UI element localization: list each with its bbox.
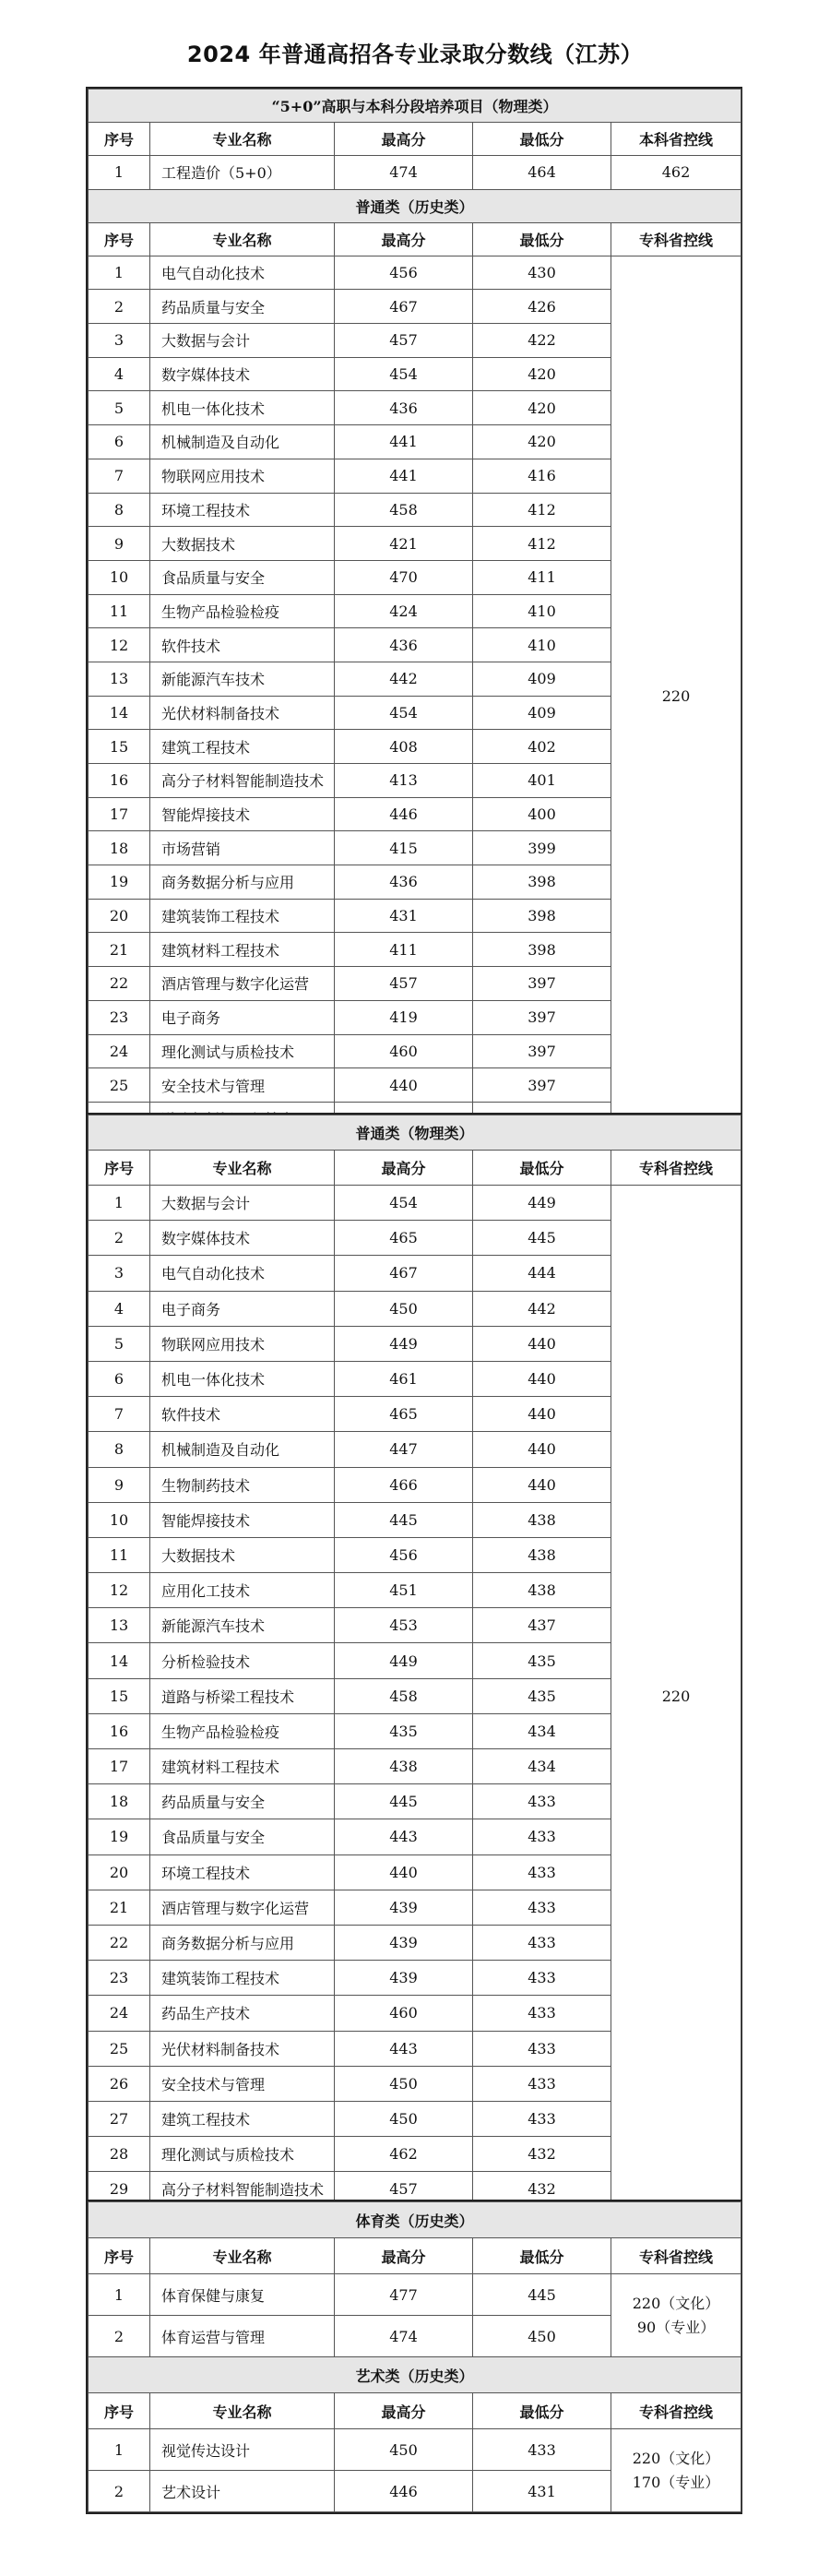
row-major-name: 建筑工程技术 <box>150 730 335 764</box>
row-major-name: 食品质量与安全 <box>150 560 335 594</box>
table-section-physics <box>86 1113 742 2209</box>
row-no: 26 <box>89 2066 150 2101</box>
row-major-name: 建筑工程技术 <box>150 2101 335 2136</box>
row-min-score: 434 <box>473 1749 611 1784</box>
row-min-score: 431 <box>473 2471 611 2512</box>
row-no: 1 <box>89 2274 150 2316</box>
row-major-name: 安全技术与管理 <box>150 2066 335 2101</box>
row-major-name: 艺术设计 <box>150 2471 335 2512</box>
band-history: 普通类（历史类） <box>89 189 741 222</box>
row-major-name: 数字媒体技术 <box>150 357 335 391</box>
row-max-score: 450 <box>335 2066 473 2101</box>
row-min-score: 397 <box>473 967 611 1001</box>
row-major-name: 电子商务 <box>150 1291 335 1326</box>
row-major-name: 光伏材料制备技术 <box>150 696 335 730</box>
row-no: 11 <box>89 1537 150 1572</box>
row-no: 15 <box>89 730 150 764</box>
row-max-score: 461 <box>335 1361 473 1396</box>
row-major-name: 软件技术 <box>150 1397 335 1432</box>
row-major-name: 体育保健与康复 <box>150 2274 335 2316</box>
header-no: 序号 <box>89 1151 150 1186</box>
row-max-score: 449 <box>335 1643 473 1678</box>
row-min-score: 399 <box>473 831 611 865</box>
row-major-name: 数字媒体技术 <box>150 1221 335 1256</box>
row-major-name: 商务数据分析与应用 <box>150 865 335 900</box>
row-no: 6 <box>89 1361 150 1396</box>
row-max-score: 456 <box>335 1537 473 1572</box>
row-major-name: 环境工程技术 <box>150 1854 335 1890</box>
page-title: 2024 年普通高招各专业录取分数线（江苏） <box>186 42 644 67</box>
row-major-name: 建筑装饰工程技术 <box>150 899 335 933</box>
row-no: 25 <box>89 1068 150 1103</box>
row-max-score: 431 <box>335 899 473 933</box>
row-control-line: 462 <box>611 156 741 190</box>
row-max-score: 460 <box>335 1996 473 2031</box>
row-max-score: 477 <box>335 2274 473 2316</box>
row-max-score: 439 <box>335 1890 473 1925</box>
table-row <box>89 1186 741 1221</box>
row-max-score: 441 <box>335 459 473 493</box>
row-max-score: 419 <box>335 1000 473 1034</box>
row-no: 13 <box>89 1608 150 1643</box>
header-min: 最低分 <box>473 2238 611 2274</box>
row-max-score: 454 <box>335 1186 473 1221</box>
row-no: 21 <box>89 933 150 967</box>
row-no: 12 <box>89 628 150 662</box>
row-major-name: 生物产品检验检疫 <box>150 594 335 628</box>
row-min-score: 445 <box>473 1221 611 1256</box>
row-no: 20 <box>89 899 150 933</box>
row-no: 24 <box>89 1034 150 1068</box>
row-no: 17 <box>89 797 150 831</box>
control-major: 90（专业） <box>636 2318 716 2336</box>
row-max-score: 450 <box>335 2101 473 2136</box>
row-max-score: 465 <box>335 1221 473 1256</box>
row-major-name: 应用化工技术 <box>150 1573 335 1608</box>
header-zk-control: 专科省控线 <box>611 2393 741 2429</box>
row-min-score: 412 <box>473 527 611 561</box>
row-min-score: 398 <box>473 933 611 967</box>
row-max-score: 436 <box>335 865 473 900</box>
row-min-score: 433 <box>473 1996 611 2031</box>
header-row-art <box>89 2393 741 2429</box>
header-min: 最低分 <box>473 1151 611 1186</box>
row-no: 1 <box>89 156 150 190</box>
row-max-score: 442 <box>335 662 473 696</box>
row-major-name: 新能源汽车技术 <box>150 662 335 696</box>
row-min-score: 398 <box>473 865 611 900</box>
row-no: 7 <box>89 1397 150 1432</box>
row-min-score: 433 <box>473 1819 611 1854</box>
row-no: 2 <box>89 290 150 324</box>
row-major-name: 分析检验技术 <box>150 1643 335 1678</box>
row-min-score: 409 <box>473 696 611 730</box>
row-max-score: 443 <box>335 1819 473 1854</box>
row-major-name: 大数据与会计 <box>150 1186 335 1221</box>
header-name: 专业名称 <box>150 222 335 256</box>
row-min-score: 449 <box>473 1186 611 1221</box>
header-row-physics <box>89 1151 741 1186</box>
row-max-score: 447 <box>335 1432 473 1467</box>
row-no: 7 <box>89 459 150 493</box>
row-min-score: 422 <box>473 324 611 358</box>
row-no: 21 <box>89 1890 150 1925</box>
row-max-score: 415 <box>335 831 473 865</box>
row-major-name: 生物制药技术 <box>150 1467 335 1502</box>
row-min-score: 397 <box>473 1034 611 1068</box>
row-min-score: 442 <box>473 1291 611 1326</box>
row-max-score: 453 <box>335 1608 473 1643</box>
row-major-name: 大数据技术 <box>150 527 335 561</box>
row-min-score: 433 <box>473 2066 611 2101</box>
row-max-score: 438 <box>335 1749 473 1784</box>
header-row-5p0 <box>89 123 741 156</box>
row-no: 25 <box>89 2031 150 2066</box>
row-no: 1 <box>89 256 150 290</box>
row-min-score: 433 <box>473 1961 611 1996</box>
band-5p0: “5+0”高职与本科分段培养项目（物理类） <box>89 89 741 123</box>
row-no: 14 <box>89 1643 150 1678</box>
row-no: 8 <box>89 1432 150 1467</box>
row-major-name: 工程造价（5+0） <box>150 156 335 190</box>
row-major-name: 药品质量与安全 <box>150 1784 335 1819</box>
row-no: 8 <box>89 493 150 527</box>
header-min: 最低分 <box>473 2393 611 2429</box>
row-max-score: 435 <box>335 1713 473 1748</box>
row-max-score: 462 <box>335 2137 473 2172</box>
row-no: 6 <box>89 425 150 459</box>
row-min-score: 440 <box>473 1467 611 1502</box>
row-max-score: 445 <box>335 1502 473 1537</box>
row-no: 2 <box>89 2471 150 2512</box>
row-min-score: 434 <box>473 1713 611 1748</box>
row-major-name: 机械制造及自动化 <box>150 1432 335 1467</box>
row-max-score: 454 <box>335 357 473 391</box>
row-no: 19 <box>89 865 150 900</box>
score-table-physics <box>88 1115 741 2207</box>
row-no: 14 <box>89 696 150 730</box>
header-max: 最高分 <box>335 1151 473 1186</box>
row-major-name: 视觉传达设计 <box>150 2429 335 2471</box>
header-row-sports <box>89 2238 741 2274</box>
row-min-score: 426 <box>473 290 611 324</box>
row-min-score: 438 <box>473 1573 611 1608</box>
row-no: 19 <box>89 1819 150 1854</box>
row-major-name: 智能焊接技术 <box>150 797 335 831</box>
row-min-score: 410 <box>473 594 611 628</box>
header-min: 最低分 <box>473 123 611 156</box>
row-min-score: 440 <box>473 1361 611 1396</box>
row-major-name: 药品生产技术 <box>150 1996 335 2031</box>
header-no: 序号 <box>89 222 150 256</box>
row-no: 24 <box>89 1996 150 2031</box>
control-culture: 220（文化） <box>632 2294 720 2312</box>
row-no: 2 <box>89 2316 150 2357</box>
row-max-score: 436 <box>335 628 473 662</box>
row-max-score: 440 <box>335 1068 473 1103</box>
row-min-score: 420 <box>473 357 611 391</box>
row-min-score: 433 <box>473 2031 611 2066</box>
row-min-score: 433 <box>473 2429 611 2471</box>
row-max-score: 451 <box>335 1573 473 1608</box>
row-no: 28 <box>89 2137 150 2172</box>
table-section-5p0-history <box>86 87 742 1139</box>
row-min-score: 402 <box>473 730 611 764</box>
header-no: 序号 <box>89 2238 150 2274</box>
row-min-score: 398 <box>473 899 611 933</box>
row-major-name: 理化测试与质检技术 <box>150 1034 335 1068</box>
row-max-score: 441 <box>335 425 473 459</box>
row-major-name: 高分子材料智能制造技术 <box>150 764 335 798</box>
row-major-name: 大数据技术 <box>150 1537 335 1572</box>
row-major-name: 智能焊接技术 <box>150 1502 335 1537</box>
row-min-score: 437 <box>473 1608 611 1643</box>
table-row <box>89 256 741 290</box>
table-row <box>89 2429 741 2471</box>
header-zk-control: 专科省控线 <box>611 1151 741 1186</box>
row-major-name: 体育运营与管理 <box>150 2316 335 2357</box>
row-no: 23 <box>89 1961 150 1996</box>
row-min-score: 401 <box>473 764 611 798</box>
band-physics: 普通类（物理类） <box>89 1115 741 1151</box>
header-max: 最高分 <box>335 2238 473 2274</box>
row-min-score: 420 <box>473 391 611 425</box>
row-no: 2 <box>89 1221 150 1256</box>
row-major-name: 生物产品检验检疫 <box>150 1713 335 1748</box>
row-no: 5 <box>89 391 150 425</box>
row-max-score: 465 <box>335 1397 473 1432</box>
row-no: 22 <box>89 1925 150 1960</box>
row-no: 3 <box>89 1256 150 1291</box>
row-control-line <box>611 2429 741 2512</box>
row-major-name: 道路与桥梁工程技术 <box>150 1678 335 1713</box>
row-no: 18 <box>89 1784 150 1819</box>
row-min-score: 412 <box>473 493 611 527</box>
row-max-score: 457 <box>335 967 473 1001</box>
row-max-score: 413 <box>335 764 473 798</box>
row-major-name: 建筑材料工程技术 <box>150 933 335 967</box>
row-no: 15 <box>89 1678 150 1713</box>
header-zk-control: 专科省控线 <box>611 222 741 256</box>
row-no: 10 <box>89 1502 150 1537</box>
row-no: 9 <box>89 527 150 561</box>
band-art: 艺术类（历史类） <box>89 2357 741 2393</box>
row-min-score: 409 <box>473 662 611 696</box>
row-min-score: 400 <box>473 797 611 831</box>
row-max-score: 467 <box>335 1256 473 1291</box>
row-min-score: 464 <box>473 156 611 190</box>
row-min-score: 438 <box>473 1537 611 1572</box>
row-major-name: 光伏材料制备技术 <box>150 2031 335 2066</box>
row-no: 20 <box>89 1854 150 1890</box>
row-no: 4 <box>89 357 150 391</box>
row-min-score: 432 <box>473 2137 611 2172</box>
row-no: 16 <box>89 764 150 798</box>
row-major-name: 机电一体化技术 <box>150 1361 335 1396</box>
row-major-name: 软件技术 <box>150 628 335 662</box>
row-major-name: 药品质量与安全 <box>150 290 335 324</box>
row-no: 22 <box>89 967 150 1001</box>
row-major-name: 理化测试与质检技术 <box>150 2137 335 2172</box>
row-max-score: 424 <box>335 594 473 628</box>
row-major-name: 食品质量与安全 <box>150 1819 335 1854</box>
header-no: 序号 <box>89 123 150 156</box>
row-major-name: 商务数据分析与应用 <box>150 1925 335 1960</box>
row-max-score: 456 <box>335 256 473 290</box>
row-max-score: 439 <box>335 1925 473 1960</box>
row-max-score: 457 <box>335 2172 473 2207</box>
row-min-score: 411 <box>473 560 611 594</box>
row-max-score: 450 <box>335 2429 473 2471</box>
table-row <box>89 2274 741 2316</box>
row-max-score: 474 <box>335 2316 473 2357</box>
row-max-score: 466 <box>335 1467 473 1502</box>
row-max-score: 474 <box>335 156 473 190</box>
header-max: 最高分 <box>335 222 473 256</box>
row-major-name: 建筑装饰工程技术 <box>150 1961 335 1996</box>
header-row-history <box>89 222 741 256</box>
row-min-score: 410 <box>473 628 611 662</box>
row-no: 5 <box>89 1326 150 1361</box>
row-min-score: 440 <box>473 1326 611 1361</box>
row-no: 4 <box>89 1291 150 1326</box>
header-no: 序号 <box>89 2393 150 2429</box>
row-max-score: 467 <box>335 290 473 324</box>
control-line-cell: 220 <box>611 256 741 1136</box>
band-sports: 体育类（历史类） <box>89 2202 741 2238</box>
row-major-name: 安全技术与管理 <box>150 1068 335 1103</box>
row-min-score: 432 <box>473 2172 611 2207</box>
row-min-score: 420 <box>473 425 611 459</box>
row-min-score: 416 <box>473 459 611 493</box>
row-max-score: 443 <box>335 2031 473 2066</box>
row-min-score: 440 <box>473 1397 611 1432</box>
row-max-score: 458 <box>335 1678 473 1713</box>
row-min-score: 397 <box>473 1000 611 1034</box>
header-max: 最高分 <box>335 2393 473 2429</box>
row-no: 16 <box>89 1713 150 1748</box>
table-section-sports-art <box>86 2200 742 2514</box>
row-min-score: 438 <box>473 1502 611 1537</box>
header-name: 专业名称 <box>150 123 335 156</box>
row-min-score: 433 <box>473 1784 611 1819</box>
row-min-score: 430 <box>473 256 611 290</box>
row-min-score: 397 <box>473 1068 611 1103</box>
row-major-name: 新能源汽车技术 <box>150 1608 335 1643</box>
row-major-name: 酒店管理与数字化运营 <box>150 1890 335 1925</box>
table-row <box>89 156 741 190</box>
row-min-score: 433 <box>473 1925 611 1960</box>
row-max-score: 411 <box>335 933 473 967</box>
row-no: 27 <box>89 2101 150 2136</box>
row-no: 23 <box>89 1000 150 1034</box>
row-major-name: 物联网应用技术 <box>150 1326 335 1361</box>
row-min-score: 444 <box>473 1256 611 1291</box>
row-max-score: 450 <box>335 1291 473 1326</box>
header-name: 专业名称 <box>150 2238 335 2274</box>
row-major-name: 酒店管理与数字化运营 <box>150 967 335 1001</box>
header-min: 最低分 <box>473 222 611 256</box>
row-max-score: 436 <box>335 391 473 425</box>
row-major-name: 机械制造及自动化 <box>150 425 335 459</box>
row-max-score: 454 <box>335 696 473 730</box>
row-max-score: 439 <box>335 1961 473 1996</box>
control-major: 170（专业） <box>632 2473 720 2491</box>
row-max-score: 446 <box>335 797 473 831</box>
row-major-name: 高分子材料智能制造技术 <box>150 2172 335 2207</box>
row-major-name: 建筑材料工程技术 <box>150 1749 335 1784</box>
row-min-score: 440 <box>473 1432 611 1467</box>
header-bk-control: 本科省控线 <box>611 123 741 156</box>
row-no: 29 <box>89 2172 150 2207</box>
row-no: 1 <box>89 2429 150 2471</box>
row-no: 12 <box>89 1573 150 1608</box>
control-line-cell: 220 <box>611 1186 741 2207</box>
header-max: 最高分 <box>335 123 473 156</box>
row-min-score: 433 <box>473 2101 611 2136</box>
score-table-sports-art <box>88 2201 741 2512</box>
row-major-name: 市场营销 <box>150 831 335 865</box>
row-no: 1 <box>89 1186 150 1221</box>
row-major-name: 电气自动化技术 <box>150 256 335 290</box>
row-no: 18 <box>89 831 150 865</box>
row-max-score: 440 <box>335 1854 473 1890</box>
row-min-score: 433 <box>473 1854 611 1890</box>
row-max-score: 460 <box>335 1034 473 1068</box>
score-table-5p0-history <box>88 89 741 1137</box>
header-name: 专业名称 <box>150 2393 335 2429</box>
row-major-name: 大数据与会计 <box>150 324 335 358</box>
header-name: 专业名称 <box>150 1151 335 1186</box>
row-major-name: 电气自动化技术 <box>150 1256 335 1291</box>
row-min-score: 433 <box>473 1890 611 1925</box>
row-no: 3 <box>89 324 150 358</box>
row-min-score: 450 <box>473 2316 611 2357</box>
header-zk-control: 专科省控线 <box>611 2238 741 2274</box>
row-major-name: 物联网应用技术 <box>150 459 335 493</box>
row-no: 13 <box>89 662 150 696</box>
row-min-score: 435 <box>473 1643 611 1678</box>
control-culture: 220（文化） <box>632 2449 720 2467</box>
row-min-score: 445 <box>473 2274 611 2316</box>
row-no: 17 <box>89 1749 150 1784</box>
row-no: 9 <box>89 1467 150 1502</box>
row-control-line <box>611 2274 741 2357</box>
row-max-score: 446 <box>335 2471 473 2512</box>
row-max-score: 458 <box>335 493 473 527</box>
row-max-score: 470 <box>335 560 473 594</box>
row-major-name: 电子商务 <box>150 1000 335 1034</box>
row-max-score: 457 <box>335 324 473 358</box>
row-major-name: 环境工程技术 <box>150 493 335 527</box>
row-max-score: 445 <box>335 1784 473 1819</box>
row-no: 11 <box>89 594 150 628</box>
row-no: 10 <box>89 560 150 594</box>
row-max-score: 421 <box>335 527 473 561</box>
row-min-score: 435 <box>473 1678 611 1713</box>
row-major-name: 机电一体化技术 <box>150 391 335 425</box>
row-max-score: 408 <box>335 730 473 764</box>
row-max-score: 449 <box>335 1326 473 1361</box>
